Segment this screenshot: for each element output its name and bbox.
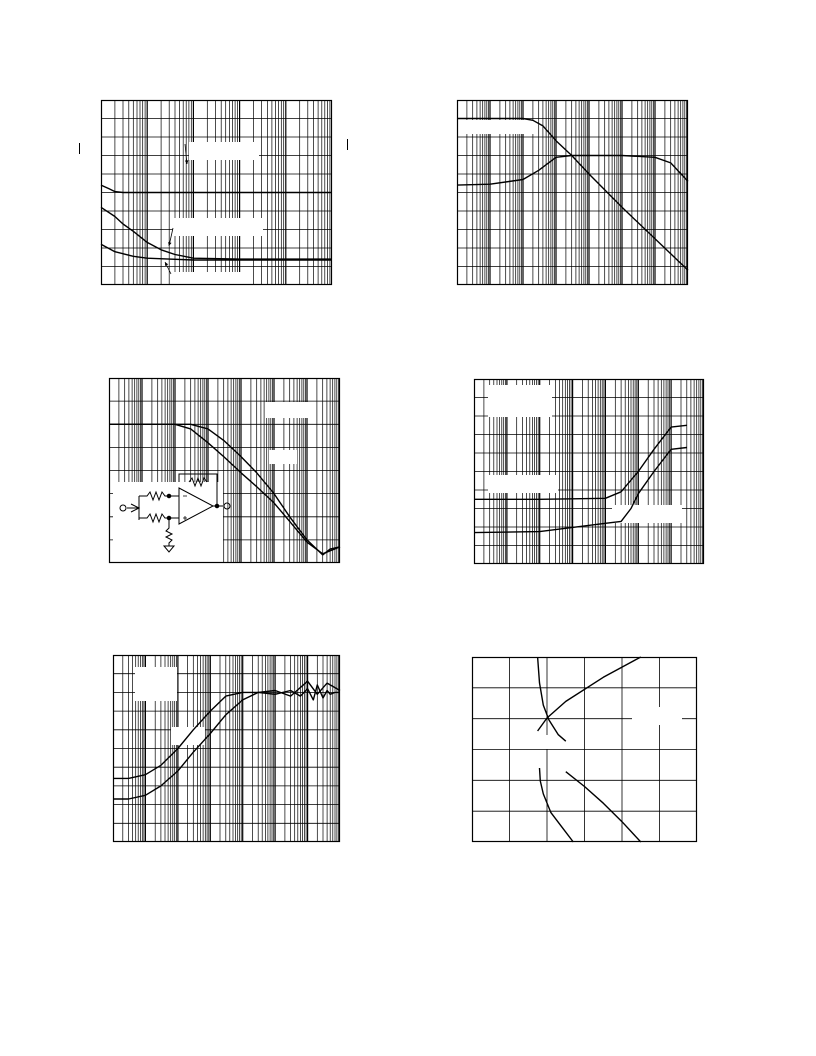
junction-dot	[167, 494, 171, 498]
chart-panel-2	[457, 100, 688, 285]
chart-1-left-mark	[79, 143, 80, 154]
chart-4-svg	[474, 379, 704, 564]
junction-dot	[167, 516, 171, 520]
chart-panel-1	[101, 100, 332, 285]
label-mask	[488, 475, 558, 493]
label-mask	[189, 142, 259, 160]
chart-5-svg	[113, 655, 340, 842]
junction-dot	[215, 504, 219, 508]
chart-1-svg	[101, 100, 332, 285]
label-mask	[488, 385, 552, 417]
chart-panel-3	[109, 378, 340, 563]
label-mask	[135, 667, 177, 701]
label-mask	[457, 120, 537, 134]
label-mask	[632, 707, 682, 725]
chart-2-svg	[457, 100, 688, 285]
chart-panel-4	[474, 379, 704, 564]
label-mask	[265, 402, 309, 418]
label-mask	[269, 450, 297, 464]
label-mask	[171, 272, 241, 286]
label-mask	[173, 218, 263, 236]
chart-panel-6	[472, 657, 697, 842]
label-mask	[512, 735, 548, 749]
chart-2-left-mark	[347, 139, 348, 150]
chart-3-svg	[109, 378, 340, 563]
chart-panel-5	[113, 655, 340, 842]
chart-6-svg	[472, 657, 697, 842]
